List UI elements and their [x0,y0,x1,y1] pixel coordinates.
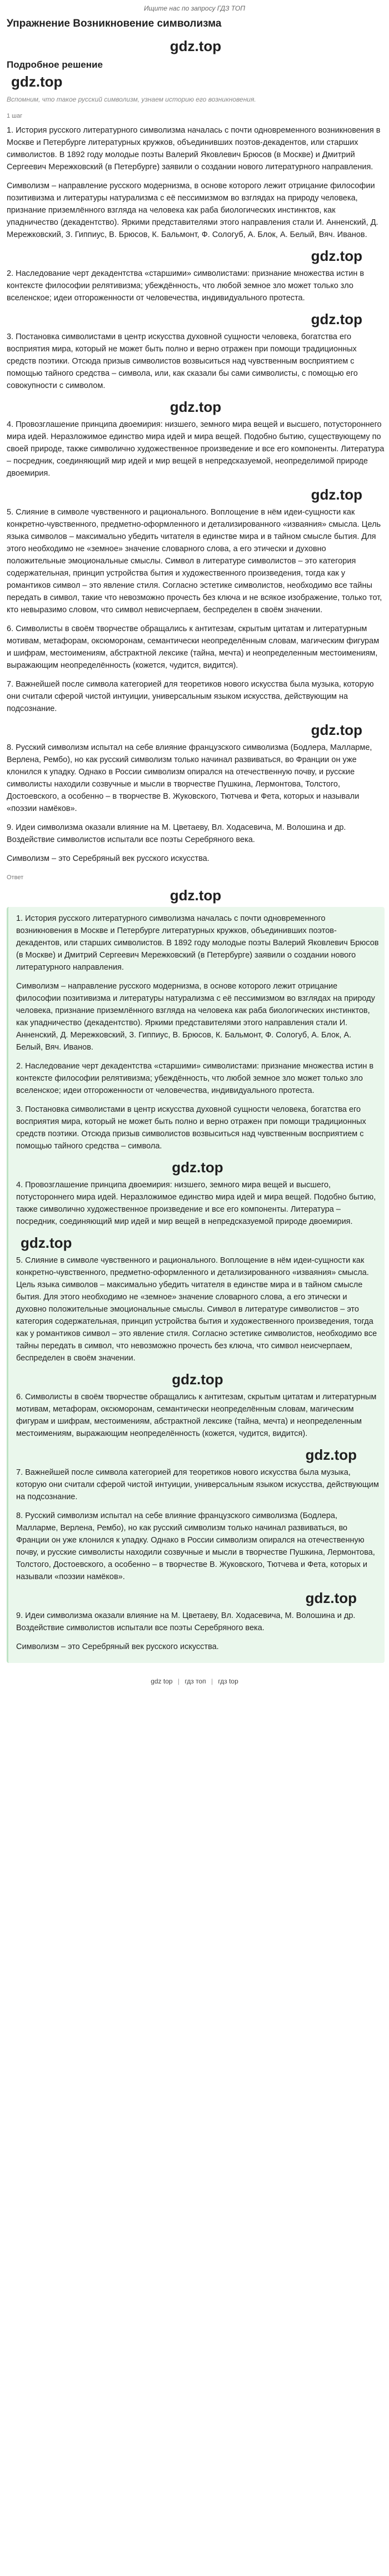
answer-paragraph: 7. Важнейшей после символа категорией для теоретиков нового искусства была музыка, которую они считали сферой чистой интуиции, универсальным языком искусства, действующим на подсознание. [16,1468,379,1501]
solution-paragraph: 6. Символисты в своём творчестве обращались к антитезам, скрытым цитатам и литературным мотивам, метафорам, оксюморонам, семантически неопределённым словам, магическим фигурам и шифрам, местоимениям, абстрактной лексике (тайна, мечта) и неопределенным местоимениям, выражающим неопределённость (кожется, чудится, видится). [7,624,380,670]
watermark: gdz.top [311,248,362,264]
separator: | [211,1677,213,1685]
answer-paragraph: 5. Слияние в символе чувственного и рационального. Воплощение в нём идеи-сущности как конкретно-чувственного, предметно-оформленного и детализированного «изваяния» смысла. Цель языка символов – максимально убедить читателя в единстве мира и в тайном смысле бытия. Для этого необходимо не «земное» значение словарного слова, а его этически и духовно положительные эмоциональные смыслы. Символ в литературе символистов – это категория содержательная, принцип устройства бытия и художественного произведения, тогда как у романтиков символ – это явление стиля. Согласно эстетике символистов, необходимо все тайны передать в символ, что невозможно прочесть без ключа, что символ неисчерпаем, беспределен в своём значении. [16,1256,377,1363]
answer-paragraph: 6. Символисты в своём творчестве обращались к антитезам, скрытым цитатам и литературным мотивам, метафорам, оксюморонам, семантически неопределённым словам, магическим фигурам и шифрам, местоимениям, абстрактной лексике (тайна, мечта) и неопределенным местоимениям, выражающим неопределённость (кожется, чудится, видится). [16,1393,377,1438]
footer-link[interactable]: гдз топ [184,1677,206,1685]
answer-label: Ответ [7,874,24,881]
separator: | [177,1677,180,1685]
watermark: gdz.top [169,399,222,415]
watermark: gdz.top [311,486,362,503]
watermark: gdz.top [305,1590,357,1606]
watermark: gdz.top [169,38,222,54]
solution-paragraph: 8. Русский символизм испытал на себе влияние французского символизма (Бодлера, Малларме, Верлена, Рембо), но как русский символизм только начинал развиваться, во Франции он уже клонился к упадку. Однако в России символизм опирался на отечественную почву, и русские символисты находили созвучные и мысли в творчестве Пушкина, Лермонтова, Толстого, Достоевского, а особенно – в творчестве В. Жуковского, Тютчева и Фета, которых и называли «поэзии намёков». [7,743,372,813]
watermark: gdz.top [172,1159,223,1176]
answer-paragraph: Символизм – направление русского модернизма, в основе которого лежит отрицание философии позитивизма и литературы натурализма с её пессимизмом во взглядах на природу человека, признание приземлённого взгляда на человека как раба биологических инстинктов, как упадничество (декадентство). Яркими представителями этого направления стали И. Анненский, Д. Мережковский, З. Гиппиус, В. Брюсов, К. Бальмонт, Ф. Сологуб, А. Блок, А. Белый, Вяч. Иванов. [16,982,375,1052]
watermark: gdz.top [311,311,362,327]
answer-paragraph: 1. История русского литературного символизма началась с почти одновременного возникновения в Москве и Петербурге литературных кружков, объединивших поэтов-декадентов, или старших символистов. В 1892 году молодые поэты Валерий Яковлевич Брюсов (в Москве) и Дмитрий Сергеевич Мережковский (в Петербурге) заявили о создании нового литературного направления. [16,914,379,972]
watermark: gdz.top [172,1371,223,1388]
solution-paragraph: 3. Постановка символистами в центр искусства духовной сущности человека, богатства его восприятия мира, который не может быть полно и верно отражен при помощи традиционных средств поэтики. Отсюда призыв символистов возвыситься над чувственным восприятием с помощью тайного средства – символа, или, как сказали бы сами символисты, с помощью его совокупности с символом. [7,332,358,390]
answer-paragraph: 9. Идеи символизма оказали влияние на М. Цветаеву, Вл. Ходасевича, М. Волошина и др. Воздействие символистов испытали все поэты Серебряного века. [16,1611,356,1632]
footer-link[interactable]: гдз top [218,1677,238,1685]
watermark: gdz.top [305,1446,357,1463]
page-content [0,18,389,1672]
solution-paragraph: 1. История русского литературного символизма началась с почти одновременного возникновения в Москве и Петербурге литературных кружков, объединивших поэтов-декадентов, или старших символистов. В 1892 году молодые поэты Валерий Яковлевич Брюсов (в Москве) и Дмитрий Сергеевич Мережковский (в Петербурге) заявили о создании нового литературного направления. [7,126,381,172]
footer-link[interactable]: gdz top [151,1677,173,1685]
answer-paragraph: 4. Провозглашение принципа двоемирия: низшего, земного мира вещей и высшего, потустороннего мира идей. Неразложимое единство мира идей и мира вещей. Подобно бытию, также символично художественное произведение и все его компоненты. Литература – посредник, соединяющий мир идей и мир вещей в непредсказуемой природе двоемирия. [16,1181,376,1226]
watermark: gdz.top [21,1234,72,1251]
step-label: 1 шаг [7,113,23,119]
solution-paragraph: 2. Наследование черт декадентства «старшими» символистами: признание множества истин в контексте философии релятивизма; убеждённость, что любой земное зло может только зло вселенское; идеи отгороженности от человечества, индивидуального протеста. [7,269,365,303]
answer-paragraph: Символизм – это Серебряный век русского искусства. [16,1642,219,1651]
solution-paragraph: 7. Важнейшей после символа категорией для теоретиков нового искусства была музыка, которую они считали сферой чистой интуиции, универсальным языком искусства, действующим на подсознание. [7,680,374,713]
watermark: gdz.top [311,722,362,738]
watermark: gdz.top [169,887,222,904]
answer-paragraph: 3. Постановка символистами в центр искусства духовной сущности человека, богатства его восприятия мира, который не может быть полно и верно отражен при помощи традиционных средств поэтики. Отсюда призыв символистов возвыситься над чувственным восприятием с помощью тайного средства – символа. [16,1105,366,1151]
solution-paragraph: 4. Провозглашение принципа двоемирия: низшего, земного мира вещей и высшего, потустороннего мира идей. Неразложимое единство мира идей и мира вещей. Подобно бытию, существующему по своей природе, также символично художественное произведение и все его компоненты. Литература – посредник, соединяющий мир идей и мир вещей в непредсказуемой, неопределимой природе двоемирия. [7,420,385,478]
solution-paragraph: 9. Идеи символизма оказали влияние на М. Цветаеву, Вл. Ходасевича, М. Волошина и др. Воздействие символистов испытали все поэты Серебряного века. [7,823,346,844]
solution-paragraph: Символизм – направление русского модернизма, в основе которого лежит отрицание философии позитивизма и литературы натурализма с её пессимизмом во взглядах на природу человека, признание приземлённого взгляда на человека как раба биологических инстинктов, как упадничество (декадентство). Яркими представителями этого направления стали И. Анненский, Д. Мережковский, З. Гиппиус, В. Брюсов, К. Бальмонт, Ф. Сологуб, А. Блок, А. Белый, Вяч. Иванов. [7,182,378,239]
answer-paragraph: 2. Наследование черт декадентства «старшими» символистами: признание множества истин в контексте философии релятивизма; убеждённость, что любой земное зло может только зло вселенское; идеи отгороженности от человечества, индивидуального протеста. [16,1062,374,1095]
page-title: Упражнение Возникновение символизма [7,18,222,29]
question-text: Вспомним, что такое русский символизм, узнаем историю его возникновения. [7,95,256,103]
watermark: gdz.top [11,73,63,90]
answer-box [7,907,385,1663]
footer-links [0,1672,389,1693]
solution-paragraph: 5. Слияние в символе чувственного и рационального. Воплощение в нём идеи-сущности как конкретно-чувственного, предметно-оформленного и детализированного «изваяния» смысла. Цель языка символов – максимально убедить читателя в единстве мира и в тайном смысле бытия. Для этого необходимо не «земное» значение словарного слова, а его этически и духовно положительные эмоциональные смыслы. Символ в литературе символистов – это категория содержательная, принцип устройства бытия и художественного произведения, тогда как у романтиков символ – это явление стиля. Согласно эстетике символистов, необходимо все тайны передать в символ, такие что невозможно прочесть без ключа и не всякое изображение, только тот, кто невыразимо словом, что символ невисчерпаем, беспределен в своём значении. [7,508,382,614]
section-title: Подробное решение [7,59,103,70]
solution-paragraph: Символизм – это Серебряный век русского искусства. [7,854,210,863]
answer-paragraph: 8. Русский символизм испытал на себе влияние французского символизма (Бодлера, Малларме, Верлена, Рембо), но как русский символизм только начинал развиваться, во Франции он уже клонился к упадку. Однако в России символизм опирался на отечественную почву, и русские символисты находили созвучные и мысли в творчестве Пушкина, Лермонтова, Толстого, Достоевского, а особенно – в творчестве В. Жуковского, Тютчева и Фета, которых и называли «поэзии намёков». [16,1511,375,1581]
top-banner[interactable]: Ищите нас по запросу ГДЗ ТОП [143,4,246,12]
